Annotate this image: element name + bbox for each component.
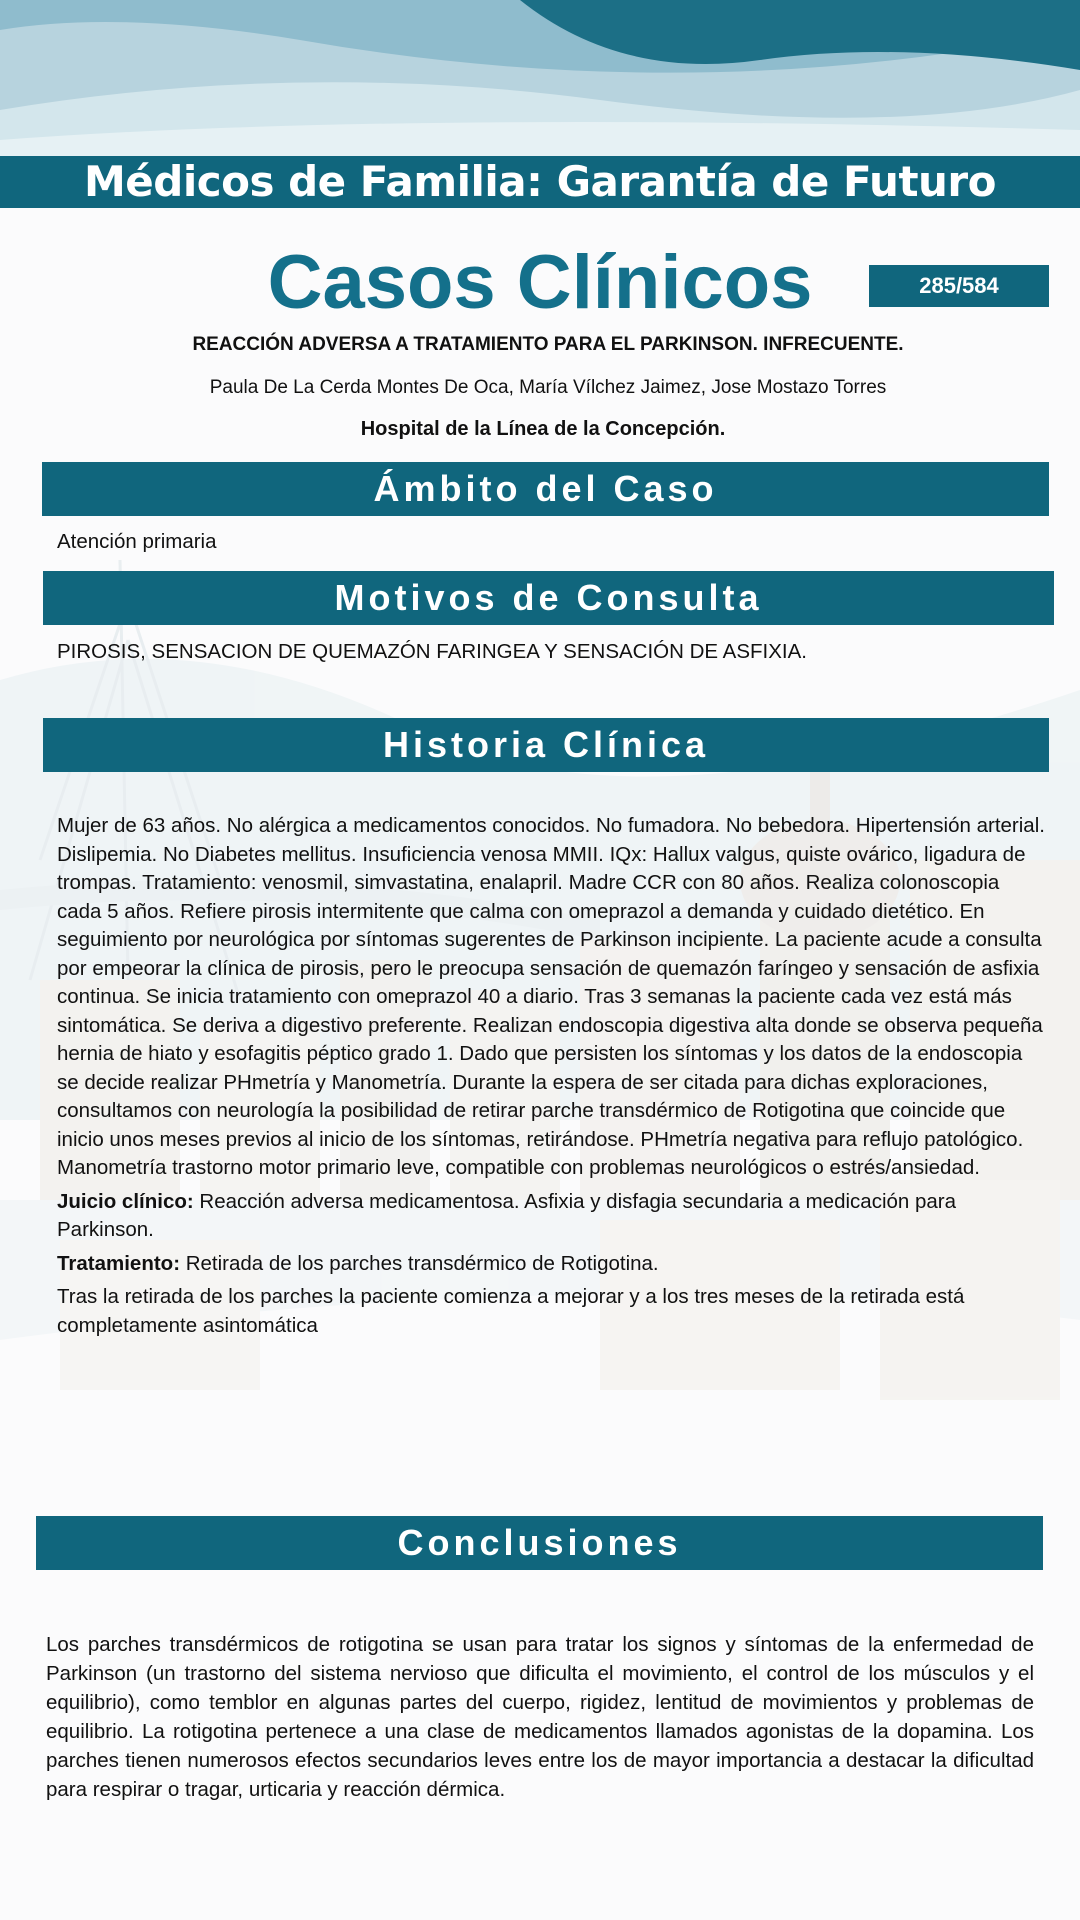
juicio-clinico — [57, 1188, 1047, 1245]
section-heading-conclusiones: Conclusiones — [36, 1516, 1043, 1570]
section-heading-historia: Historia Clínica — [43, 718, 1049, 772]
juicio-text: Reacción adversa medicamentosa. Asfixia y disfagia secundaria a medicación para Parkinson. — [57, 1189, 957, 1241]
historia-text: Mujer de 63 años. No alérgica a medicamentos conocidos. No fumadora. No bebedora. Hipertensión arterial. Dislipemia. No Diabetes mellitus. Insuficiencia venosa MMII. IQx: Hallux valgus, quiste ovárico, ligadura de trompas. Tratamiento: venosmil, simvastatina, enalapril. Madre CCR con 80 años. Realiza colonoscopia cada 5 años. Refiere pirosis intermitente que calma con omeprazol a demanda y cuidado dietético. En seguimiento por neurológica por síntomas sugerentes de Parkinson incipiente. La paciente acude a consulta por empeorar la clínica de pirosis, pero le preocupa sensación de quemazón faríngeo y sensación de asfixia continua. Se inicia tratamiento con omeprazol 40 a diario. Tras 3 semanas la paciente cada vez está más sintomática. Se deriva a digestivo preferente. Realizan endoscopia digestiva alta donde se observa pequeña hernia de hiato y esofagitis péptico grado 1. Dado que persisten los síntomas y los datos de la endoscopia se decide realizar PHmetría y Manometría. Durante la espera de ser citada para dichas exploraciones, consultamos con neurología la posibilidad de retirar parche transdérmico de Rotigotina que coincide que inicio unos meses previos al inicio de los síntomas, retirándose. PHmetría negativa para reflujo patológico. Manometría trastorno motor primario leve, compatible con problemas neurológicos o estrés/ansiedad. — [57, 814, 1045, 1179]
tratamiento — [57, 1250, 1047, 1279]
juicio-label: Juicio clínico: — [57, 1189, 194, 1213]
conclusiones-text: Los parches transdérmicos de rotigotina se usan para tratar los signos y síntomas de la enfermedad de Parkinson (un trastorno del sistema nervioso que dificulta el movimiento, el control de los músculos y el equilibrio), como temblor en algunas partes del cuerpo, rigidez, lentitud de movimientos y problemas de equilibrio. La rotigotina pertenece a una clase de medicamentos llamados agonistas de la dopamina. Los parches tienen numerosos efectos secundarios leves entre los de mayor importancia a destacar la dificultad para respirar o tragar, urticaria y reacción dérmica. — [46, 1633, 1034, 1801]
page-title: Casos Clínicos — [267, 240, 813, 325]
ambito-text: Atención primaria — [57, 530, 217, 553]
case-number-badge: 285/584 — [869, 265, 1049, 307]
tratamiento-label: Tratamiento: — [57, 1251, 181, 1275]
case-subtitle: REACCIÓN ADVERSA A TRATAMIENTO PARA EL PARKINSON. INFRECUENTE. — [192, 334, 904, 355]
tratamiento-text: Retirada de los parches transdérmico de Rotigotina. — [180, 1251, 659, 1275]
authors: Paula De La Cerda Montes De Oca, María Vílchez Jaimez, Jose Mostazo Torres — [209, 377, 887, 398]
hospital: Hospital de la Línea de la Concepción. — [360, 418, 726, 440]
evolucion-text: Tras la retirada de los parches la paciente comienza a mejorar y a los tres meses de la retirada está completamente asintomática — [57, 1285, 965, 1337]
historia-body — [57, 812, 1047, 1345]
header-background — [0, 0, 1080, 156]
motivos-text: PIROSIS, SENSACION DE QUEMAZÓN FARINGEA Y SENSACIÓN DE ASFIXIA. — [57, 640, 807, 663]
section-heading-motivos: Motivos de Consulta — [43, 571, 1054, 625]
section-heading-ambito: Ámbito del Caso — [42, 462, 1049, 516]
slogan-banner: Médicos de Familia: Garantía de Futuro — [0, 156, 1080, 208]
